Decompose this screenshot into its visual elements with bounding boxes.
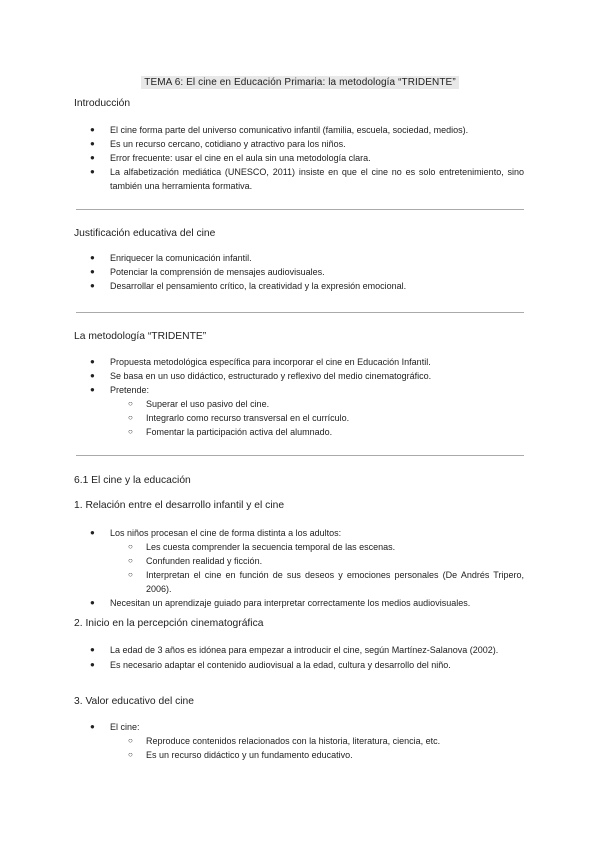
sub-list-item-text: Confunden realidad y ficción. — [146, 556, 263, 566]
circle-bullet-icon: ○ — [128, 736, 133, 745]
bullet-icon: ● — [90, 357, 95, 366]
list-item-text: El cine forma parte del universo comunicativo infantil (familia, escuela, sociedad, medios). — [110, 125, 469, 135]
sub-list-item — [0, 411, 600, 425]
list-item — [0, 151, 600, 165]
list-item — [0, 658, 600, 672]
circle-bullet-icon: ○ — [128, 413, 133, 422]
sub-list-item — [0, 568, 600, 596]
heading-justificacion: Justificación educativa del cine — [74, 228, 216, 239]
list-item — [0, 165, 600, 193]
list-item — [0, 355, 600, 369]
list-item-text: Necesitan un aprendizaje guiado para interpretar correctamente los medios audiovisuales. — [110, 598, 471, 608]
heading-section-1: 1. Relación entre el desarrollo infantil y el cine — [74, 500, 285, 511]
list-item — [0, 265, 600, 279]
list-item-text: Error frecuente: usar el cine en el aula sin una metodología clara. — [110, 153, 371, 163]
sub-list-item-text: Superar el uso pasivo del cine. — [146, 399, 270, 409]
list-item-text: Se basa en un uso didáctico, estructurado y reflexivo del medio cinematográfico. — [110, 371, 432, 381]
list-item — [0, 526, 600, 540]
bullet-icon: ● — [90, 645, 95, 654]
list-item-text: El cine: — [110, 722, 140, 732]
bullet-icon: ● — [90, 167, 95, 176]
list-item — [0, 137, 600, 151]
sub-list-item-text: Les cuesta comprender la secuencia temporal de las escenas. — [146, 542, 396, 552]
bullet-icon: ● — [90, 253, 95, 262]
bullet-icon: ● — [90, 722, 95, 731]
sub-list-item — [0, 734, 600, 748]
sub-list-item-text: Reproduce contenidos relacionados con la historia, literatura, ciencia, etc. — [146, 736, 441, 746]
bullet-icon: ● — [90, 528, 95, 537]
list-item-text: La edad de 3 años es idónea para empezar a introducir el cine, según Martínez-Salanova (2002). — [110, 645, 499, 655]
sub-list-item — [0, 397, 600, 411]
title-wrap — [0, 72, 600, 90]
metodologia-list — [0, 355, 600, 439]
list-item — [0, 383, 600, 397]
section-1-list — [0, 526, 600, 610]
heading-metodologia: La metodología “TRIDENTE” — [74, 331, 207, 342]
sub-list-item — [0, 540, 600, 554]
list-item-text: Es necesario adaptar el contenido audiovisual a la edad, cultura y desarrollo del niño. — [110, 660, 451, 670]
intro-list — [0, 123, 600, 193]
sub-list-item — [0, 748, 600, 762]
list-item-text: La alfabetización mediática (UNESCO, 2011) insiste en que el cine no es solo entretenimiento, sino también una herramienta formativa. — [110, 167, 524, 191]
sub-list-item-text: Fomentar la participación activa del alumnado. — [146, 427, 333, 437]
section-3-list — [0, 720, 600, 762]
sub-list-item — [0, 554, 600, 568]
list-item-text: Enriquecer la comunicación infantil. — [110, 253, 252, 263]
document-title: TEMA 6: El cine en Educación Primaria: la metodología “TRIDENTE” — [141, 76, 459, 89]
list-item — [0, 123, 600, 137]
bullet-icon: ● — [90, 598, 95, 607]
list-item — [0, 596, 600, 610]
sub-list-item-text: Integrarlo como recurso transversal en el currículo. — [146, 413, 350, 423]
bullet-icon: ● — [90, 267, 95, 276]
list-item-text: Potenciar la comprensión de mensajes audiovisuales. — [110, 267, 325, 277]
list-item-text: Pretende: — [110, 385, 150, 395]
bullet-icon: ● — [90, 660, 95, 669]
heading-introduccion: Introducción — [74, 98, 131, 109]
sub-list-item-text: Interpretan el cine en función de sus deseos y emociones personales (De Andrés Tripero, 2006). — [146, 570, 524, 594]
circle-bullet-icon: ○ — [128, 570, 133, 579]
sub-list-item-text: Es un recurso didáctico y un fundamento educativo. — [146, 750, 353, 760]
list-item — [0, 251, 600, 265]
justificacion-list — [0, 251, 600, 293]
list-item — [0, 720, 600, 734]
divider — [76, 209, 524, 210]
heading-section-3: 3. Valor educativo del cine — [74, 696, 195, 707]
list-item-text: Propuesta metodológica específica para incorporar el cine en Educación Infantil. — [110, 357, 431, 367]
bullet-icon: ● — [90, 385, 95, 394]
bullet-icon: ● — [90, 371, 95, 380]
circle-bullet-icon: ○ — [128, 750, 133, 759]
list-item — [0, 643, 600, 657]
list-item — [0, 279, 600, 293]
heading-6-1: 6.1 El cine y la educación — [74, 475, 191, 486]
circle-bullet-icon: ○ — [128, 556, 133, 565]
bullet-icon: ● — [90, 153, 95, 162]
divider — [76, 455, 524, 456]
sub-list-item — [0, 425, 600, 439]
bullet-icon: ● — [90, 139, 95, 148]
circle-bullet-icon: ○ — [128, 399, 133, 408]
circle-bullet-icon: ○ — [128, 542, 133, 551]
circle-bullet-icon: ○ — [128, 427, 133, 436]
list-item-text: Es un recurso cercano, cotidiano y atractivo para los niños. — [110, 139, 346, 149]
section-2-list — [0, 643, 600, 672]
list-item-text: Los niños procesan el cine de forma distinta a los adultos: — [110, 528, 342, 538]
heading-section-2: 2. Inicio en la percepción cinematográfica — [74, 618, 264, 629]
divider — [76, 312, 524, 313]
bullet-icon: ● — [90, 281, 95, 290]
list-item-text: Desarrollar el pensamiento crítico, la creatividad y la expresión emocional. — [110, 281, 407, 291]
list-item — [0, 369, 600, 383]
bullet-icon: ● — [90, 125, 95, 134]
